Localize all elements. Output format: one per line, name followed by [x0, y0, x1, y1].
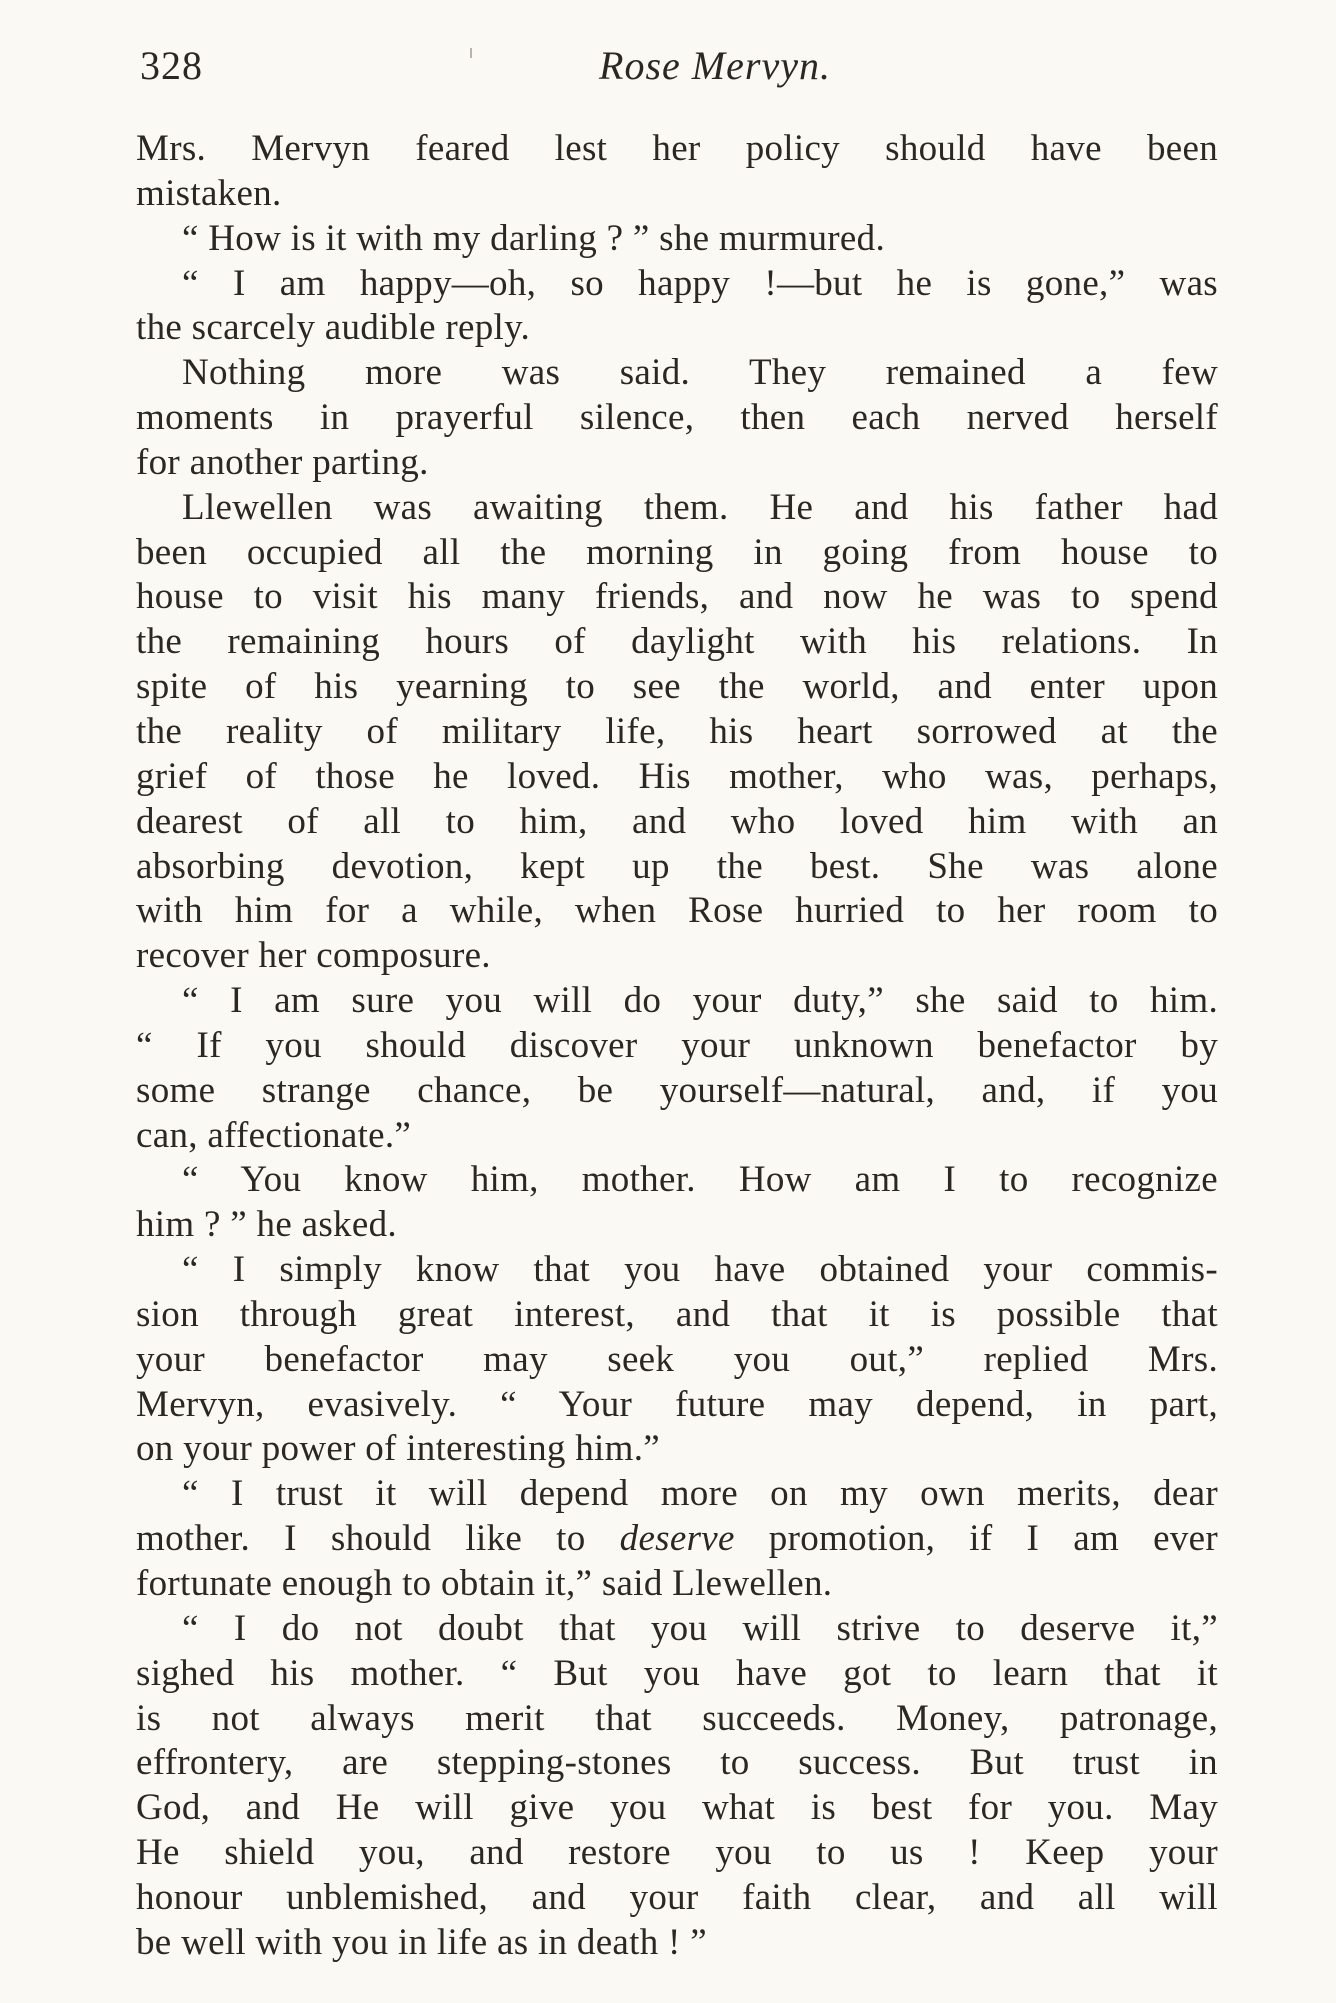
text-segment: “ I simply know that you have obtained your commis-: [182, 1249, 1218, 1291]
text-line: [136, 1427, 1218, 1472]
text-segment: with him for a while, when Rose hurried to her room to: [136, 890, 1218, 932]
text-segment: is not always merit that succeeds. Money, patronage,: [136, 1697, 1218, 1739]
text-segment: been occupied all the morning in going from house to: [136, 531, 1218, 573]
text-line: [136, 1203, 1218, 1248]
text-line: [136, 1876, 1218, 1921]
text-line: [136, 575, 1218, 620]
text-line: [136, 217, 1218, 262]
text-line: [136, 1517, 1218, 1562]
page-number: 328: [140, 43, 203, 88]
italic-word: deserve: [619, 1518, 735, 1560]
text-segment: mother. I should like to: [136, 1518, 620, 1560]
running-head: [140, 42, 1220, 102]
text-line: [136, 1652, 1218, 1697]
text-segment: “ I do not doubt that you will strive to deserve it,”: [182, 1607, 1218, 1649]
text-segment: Nothing more was said. They remained a few: [182, 352, 1218, 394]
text-segment: the remaining hours of daylight with his relations. In: [136, 621, 1218, 663]
text-segment: on your power of interesting him.”: [136, 1428, 660, 1470]
text-line: [136, 1697, 1218, 1742]
text-segment: spite of his yearning to see the world, and enter upon: [136, 666, 1218, 708]
text-segment: “ I am happy—oh, so happy !—but he is gone,” was: [182, 262, 1218, 304]
text-line: [136, 1786, 1218, 1831]
text-line: [136, 1831, 1218, 1876]
body-text: [136, 127, 1218, 1966]
text-segment: for another parting.: [136, 441, 429, 483]
text-line: [136, 1024, 1218, 1069]
text-segment: Mervyn, evasively. “ Your future may depend, in part,: [136, 1383, 1218, 1425]
text-line: [136, 1338, 1218, 1383]
text-segment: sion through great interest, and that it is possible that: [136, 1293, 1218, 1335]
text-segment: the reality of military life, his heart sorrowed at the: [136, 710, 1218, 752]
text-segment: recover her composure.: [136, 935, 491, 977]
text-segment: house to visit his many friends, and now he was to spend: [136, 576, 1218, 618]
text-line: [136, 351, 1218, 396]
text-line: [136, 845, 1218, 890]
text-line: [136, 800, 1218, 845]
text-segment: the scarcely audible reply.: [136, 307, 531, 349]
text-segment: honour unblemished, and your faith clear, and all will: [136, 1876, 1218, 1918]
text-line: [136, 441, 1218, 486]
text-line: [136, 1114, 1218, 1159]
text-segment: be well with you in life as in death ! ”: [136, 1921, 707, 1963]
text-line: [136, 979, 1218, 1024]
text-segment: “ You know him, mother. How am I to recognize: [182, 1159, 1218, 1201]
text-line: [136, 172, 1218, 217]
text-line: [136, 1562, 1218, 1607]
text-segment: “ If you should discover your unknown benefactor by: [136, 1024, 1218, 1066]
text-segment: fortunate enough to obtain it,” said Llewellen.: [136, 1563, 833, 1604]
text-segment: “ I am sure you will do your duty,” she said to him.: [182, 980, 1218, 1022]
text-segment: “ I trust it will depend more on my own merits, dear: [182, 1473, 1218, 1515]
text-segment: your benefactor may seek you out,” replied Mrs.: [136, 1338, 1218, 1380]
text-segment: grief of those he loved. His mother, who was, perhaps,: [136, 755, 1218, 797]
text-segment: sighed his mother. “ But you have got to learn that it: [136, 1652, 1218, 1694]
text-segment: God, and He will give you what is best for you. May: [136, 1787, 1218, 1829]
text-line: [136, 755, 1218, 800]
text-line: [136, 1741, 1218, 1786]
text-line: [136, 306, 1218, 351]
text-line: [136, 1383, 1218, 1428]
text-line: [136, 531, 1218, 576]
text-line: [136, 127, 1218, 172]
text-line: [136, 1921, 1218, 1966]
text-line: [136, 1472, 1218, 1517]
text-line: [136, 396, 1218, 441]
text-segment: some strange chance, be yourself—natural, and, if you: [136, 1069, 1218, 1111]
running-title: Rose Mervyn.: [599, 43, 831, 88]
text-segment: He shield you, and restore you to us ! Keep your: [136, 1832, 1218, 1874]
text-segment: absorbing devotion, kept up the best. She was alone: [136, 845, 1218, 887]
text-line: [136, 710, 1218, 755]
text-line: [136, 620, 1218, 665]
text-line: [136, 486, 1218, 531]
text-segment: him ? ” he asked.: [136, 1204, 397, 1246]
text-segment: can, affectionate.”: [136, 1114, 412, 1156]
text-segment: mistaken.: [136, 172, 282, 214]
text-line: [136, 889, 1218, 934]
text-line: [136, 934, 1218, 979]
text-segment: “ How is it with my darling ? ” she murmured.: [182, 217, 886, 259]
text-segment: moments in prayerful silence, then each nerved herself: [136, 397, 1218, 439]
text-line: [136, 1158, 1218, 1203]
text-segment: Mrs. Mervyn feared lest her policy should have been: [136, 128, 1218, 169]
text-segment: effrontery, are stepping-stones to success. But trust in: [136, 1742, 1218, 1784]
text-line: [136, 1607, 1218, 1652]
text-line: [136, 665, 1218, 710]
text-line: [136, 262, 1218, 307]
text-segment: promotion, if I am ever: [734, 1518, 1218, 1560]
text-line: [136, 1293, 1218, 1338]
text-segment: dearest of all to him, and who loved him with an: [136, 800, 1218, 842]
text-segment: Llewellen was awaiting them. He and his father had: [182, 486, 1218, 528]
text-line: [136, 1069, 1218, 1114]
text-line: [136, 1248, 1218, 1293]
